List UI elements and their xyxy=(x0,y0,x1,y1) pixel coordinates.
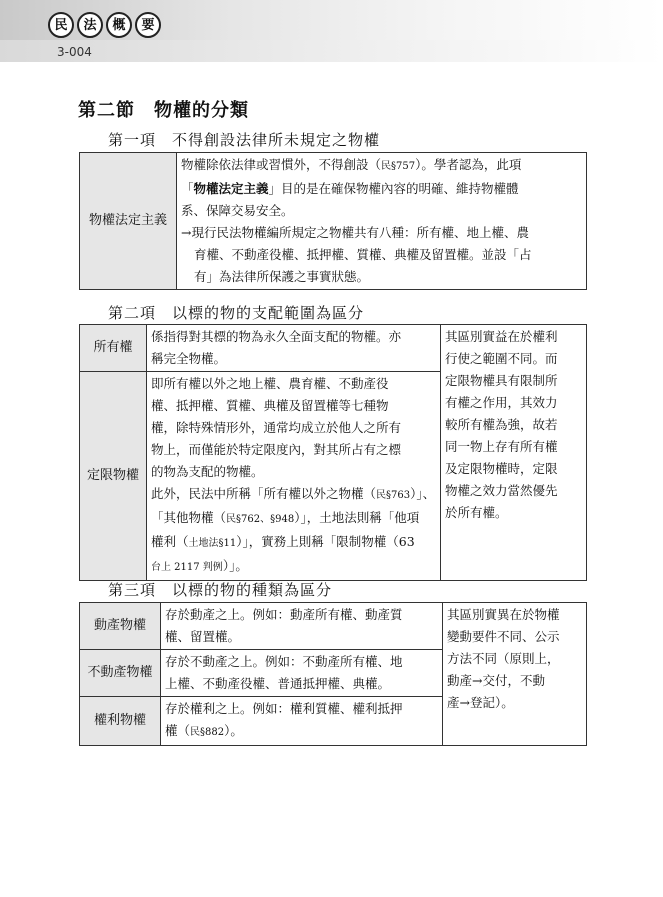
item2-line: 稱完全物權。 xyxy=(151,351,227,366)
item2-title: 第二項 以標的物的支配範圍為區分 xyxy=(108,304,365,322)
item3-label-immovable: 不動產物權 xyxy=(80,650,161,697)
item2-line: 權、抵押權、質權、典權及留置權等七種物 xyxy=(151,398,389,413)
note-line: 有權之作用，其效力 xyxy=(445,395,558,410)
item3-note xyxy=(443,603,587,746)
item3-label-right: 權利物權 xyxy=(80,697,161,746)
item2-label-limited: 定限物權 xyxy=(80,372,147,581)
note-line: 較所有權為強，故若 xyxy=(445,417,558,432)
book-title xyxy=(48,12,161,38)
item2-line: 此外，民法中所稱「所有權以外之物權（民§763）」、 xyxy=(151,486,436,501)
page-number: 3-004 xyxy=(57,45,92,59)
item1-line: 物權除依法律或習慣外，不得創設（民§757）。學者認為，此項 xyxy=(181,157,522,172)
item2-line: 權利（土地法§11）」，實務上則稱「限制物權（63 xyxy=(151,534,415,549)
note-line: 動產→交付，不動 xyxy=(447,673,545,688)
note-line: 行使之範圍不同。而 xyxy=(445,351,558,366)
note-line: 及定限物權時，定限 xyxy=(445,461,558,476)
header-band-strip xyxy=(0,40,663,62)
item2-line: 係指得對其標的物為永久全面支配的物權。亦 xyxy=(151,329,402,344)
item2-label-ownership: 所有權 xyxy=(80,325,147,372)
item2-line: 物上，而僅能於特定限度內，對其所占有之標 xyxy=(151,442,402,457)
item1-table xyxy=(79,152,587,290)
item2-content-ownership xyxy=(147,325,441,372)
item3-label-movable: 動產物權 xyxy=(80,603,161,650)
book-title-char: 概 xyxy=(106,12,132,38)
book-title-char: 要 xyxy=(135,12,161,38)
note-line: 物權之效力當然優先 xyxy=(445,483,558,498)
item3-line: 存於不動產之上。例如：不動產所有權、地 xyxy=(165,654,403,669)
item2-line: 的物為支配的物權。 xyxy=(151,464,264,479)
note-line: 產→登記）。 xyxy=(447,695,514,710)
item1-line: 有」為法律所保護之事實狀態。 xyxy=(194,269,370,284)
note-line: 同一物上存有所有權 xyxy=(445,439,558,454)
item3-line: 權（民§882）。 xyxy=(165,723,243,738)
book-title-char: 民 xyxy=(48,12,74,38)
item2-line: 台上 2117 判例）」。 xyxy=(151,558,248,573)
item3-title: 第三項 以標的物的種類為區分 xyxy=(108,581,333,599)
item1-content xyxy=(177,153,587,290)
item2-note xyxy=(441,325,587,581)
item2-line: 權，除特殊情形外，通常均成立於他人之所有 xyxy=(151,420,402,435)
item1-line: →現行民法物權編所規定之物權共有八種：所有權、地上權、農 xyxy=(181,225,529,240)
item2-content-limited xyxy=(147,372,441,581)
item3-content-right xyxy=(161,697,443,746)
section-title: 第二節 物權的分類 xyxy=(78,100,249,121)
note-line: 其區別實益在於權利 xyxy=(445,329,558,344)
note-line: 變動要件不同、公示 xyxy=(447,629,560,644)
item1-label: 物權法定主義 xyxy=(80,153,177,290)
item2-table xyxy=(79,324,587,581)
note-line: 方法不同（原則上， xyxy=(447,651,560,666)
item3-table xyxy=(79,602,587,746)
note-line: 於所有權。 xyxy=(445,505,508,520)
item1-line: 育權、不動產役權、抵押權、質權、典權及留置權。並設「占 xyxy=(194,247,532,262)
item3-line: 存於權利之上。例如：權利質權、權利抵押 xyxy=(165,701,403,716)
item3-line: 上權、不動產役權、普通抵押權、典權。 xyxy=(165,676,391,691)
item1-line: 「物權法定主義」目的是在確保物權內容的明確、維持物權體 xyxy=(181,181,519,196)
item1-title: 第一項 不得創設法律所未規定之物權 xyxy=(108,131,381,149)
note-line: 其區別實異在於物權 xyxy=(447,607,560,622)
item3-line: 存於動產之上。例如：動產所有權、動產質 xyxy=(165,607,403,622)
note-line: 定限物權具有限制所 xyxy=(445,373,558,388)
item2-line: 即所有權以外之地上權、農育權、不動產役 xyxy=(151,376,389,391)
item3-content-immovable xyxy=(161,650,443,697)
item3-content-movable xyxy=(161,603,443,650)
book-title-char: 法 xyxy=(77,12,103,38)
item2-line: 「其他物權（民§762、§948）」，土地法則稱「他項 xyxy=(151,510,420,525)
item1-line: 系、保障交易安全。 xyxy=(181,203,294,218)
item3-line: 權、留置權。 xyxy=(165,629,241,644)
keyword-bold: 物權法定主義 xyxy=(193,181,269,196)
